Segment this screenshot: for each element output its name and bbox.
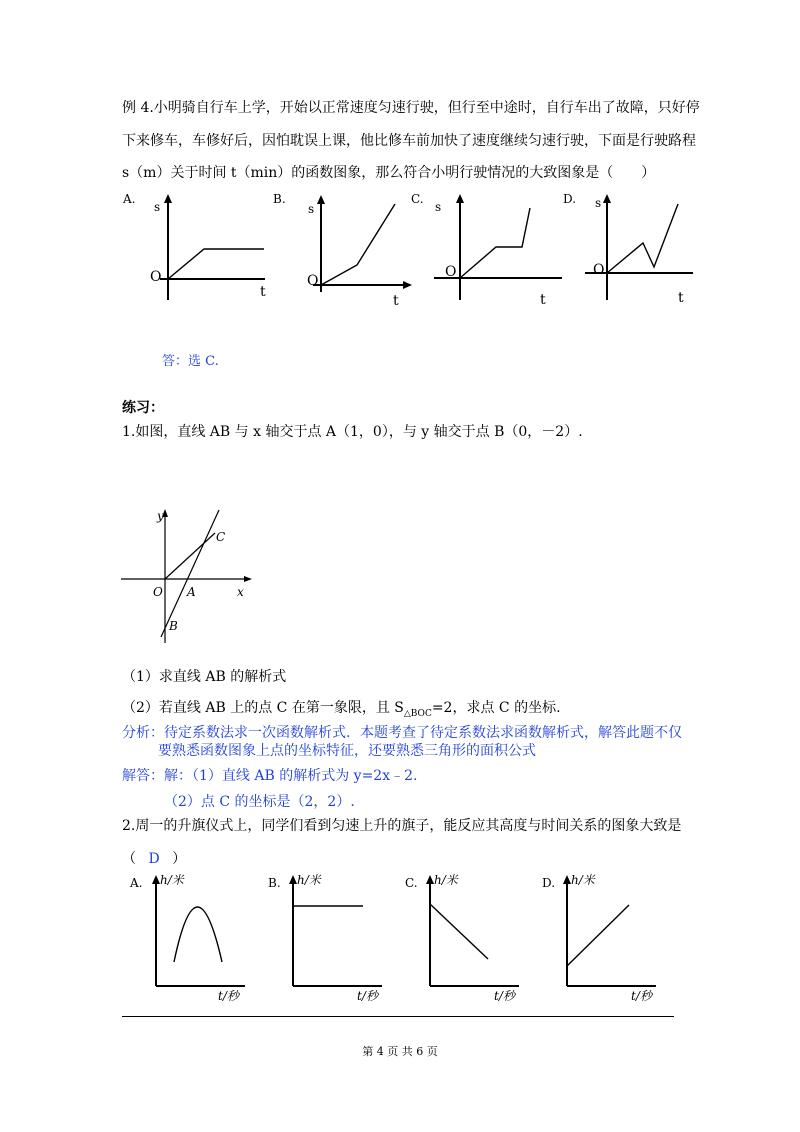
q2-graph-c-y-label: h/米 bbox=[434, 873, 458, 887]
graph-c-y-label: s bbox=[435, 200, 442, 214]
example4-line3: s（m）关于时间 t（min）的函数图象，那么符合小明行驶情况的大致图象是（ ） bbox=[122, 165, 656, 181]
q1-part2-sub: △BOC bbox=[403, 708, 432, 719]
q2-graph-a-y-label: h/米 bbox=[160, 873, 184, 887]
example4-line2: 下来修车，车修好后，因怕耽误上课，他比修车前加快了速度继续匀速行驶，下面是行驶路程 bbox=[122, 133, 696, 149]
graph-c-x-label: t bbox=[540, 292, 546, 308]
q2-graph-b bbox=[287, 870, 399, 1008]
q1-part2-pre: （2）若直线 AB 上的点 C 在第一象限，且 S bbox=[122, 700, 404, 716]
q1-analysis-line2: 要熟悉函数图象上点的坐标特征，还要熟悉三角形的面积公式 bbox=[158, 743, 536, 759]
practice-heading: 练习： bbox=[122, 400, 164, 416]
q1-solution-line1: 解答：解：（1）直线 AB 的解析式为 y=2x﹣2. bbox=[122, 768, 418, 784]
q2-answer-line bbox=[122, 850, 186, 868]
example4-graph-b bbox=[295, 192, 425, 312]
example4-option-b-label: B. bbox=[273, 192, 286, 206]
graph-a-x-label: t bbox=[260, 284, 266, 300]
example4-graph-c bbox=[430, 192, 570, 312]
q2-text: 2.周一的升旗仪式上，同学们看到匀速上升的旗子，能反应其高度与时间关系的图象大致是 bbox=[122, 818, 682, 834]
q2-graph-c-x-label: t/秒 bbox=[494, 989, 515, 1003]
graph-a-origin: O bbox=[150, 269, 162, 285]
example4-graph-a bbox=[140, 192, 280, 310]
q2-graph-a-x-label: t/秒 bbox=[218, 989, 239, 1003]
q1-part2 bbox=[122, 699, 561, 723]
q2-option-b-label: B. bbox=[268, 876, 281, 890]
q1-origin-label: O bbox=[153, 585, 163, 599]
q1-figure bbox=[118, 505, 258, 647]
q2-bracket-open: （ bbox=[122, 851, 136, 867]
q1-y-label: y bbox=[157, 509, 164, 523]
q2-graph-b-y-label: h/米 bbox=[297, 873, 321, 887]
example4-option-d-label: D. bbox=[563, 192, 577, 206]
q1-point-c-label: C bbox=[216, 530, 226, 544]
q1-analysis-line1: 分析：待定系数法求一次函数解析式．本题考查了待定系数法求函数解析式，解答此题不仅 bbox=[122, 725, 682, 741]
q1-part1: （1）求直线 AB 的解析式 bbox=[122, 669, 287, 685]
graph-b-x-label: t bbox=[393, 293, 399, 309]
q1-point-b-label: B bbox=[169, 619, 178, 633]
graph-b-y-label: s bbox=[308, 202, 315, 216]
q2-graph-d-x-label: t/秒 bbox=[631, 989, 652, 1003]
q2-graph-a bbox=[150, 870, 262, 1008]
example4-option-a-label: A. bbox=[123, 192, 136, 206]
footer-divider bbox=[122, 1016, 674, 1017]
q1-solution-line2: （2）点 C 的坐标是（2，2）. bbox=[164, 794, 355, 810]
q2-graph-d-y-label: h/米 bbox=[571, 873, 595, 887]
q2-option-a-label: A. bbox=[130, 876, 143, 890]
q2-graph-c bbox=[424, 870, 536, 1008]
example4-answer: 答：选 C. bbox=[162, 354, 219, 369]
q1-point-a-label: A bbox=[187, 585, 196, 599]
q2-option-d-label: D. bbox=[542, 876, 556, 890]
q1-x-label: x bbox=[237, 585, 244, 599]
q1-part2-post: =2，求点 C 的坐标. bbox=[431, 700, 561, 716]
graph-b-origin: O bbox=[307, 273, 319, 289]
graph-d-origin: O bbox=[593, 262, 605, 278]
q1-text: 1.如图，直线 AB 与 x 轴交于点 A（1，0），与 y 轴交于点 B（0，－2）. bbox=[122, 424, 583, 440]
q2-bracket-close: ） bbox=[172, 851, 187, 867]
example4-option-c-label: C. bbox=[411, 192, 424, 206]
example4-graph-d bbox=[583, 192, 698, 310]
graph-c-origin: O bbox=[445, 264, 457, 280]
graph-a-y-label: s bbox=[154, 200, 161, 214]
graph-d-y-label: s bbox=[595, 196, 602, 210]
q2-graph-d bbox=[561, 870, 673, 1008]
q2-answer: D bbox=[148, 851, 160, 867]
example4-line1: 例 4.小明骑自行车上学，开始以正常速度匀速行驶，但行至中途时，自行车出了故障，只好停 bbox=[122, 100, 700, 116]
graph-d-x-label: t bbox=[678, 290, 684, 306]
q2-graph-b-x-label: t/秒 bbox=[357, 989, 378, 1003]
page-footer: 第 4 页 共 6 页 bbox=[362, 1045, 438, 1058]
q2-option-c-label: C. bbox=[405, 876, 418, 890]
